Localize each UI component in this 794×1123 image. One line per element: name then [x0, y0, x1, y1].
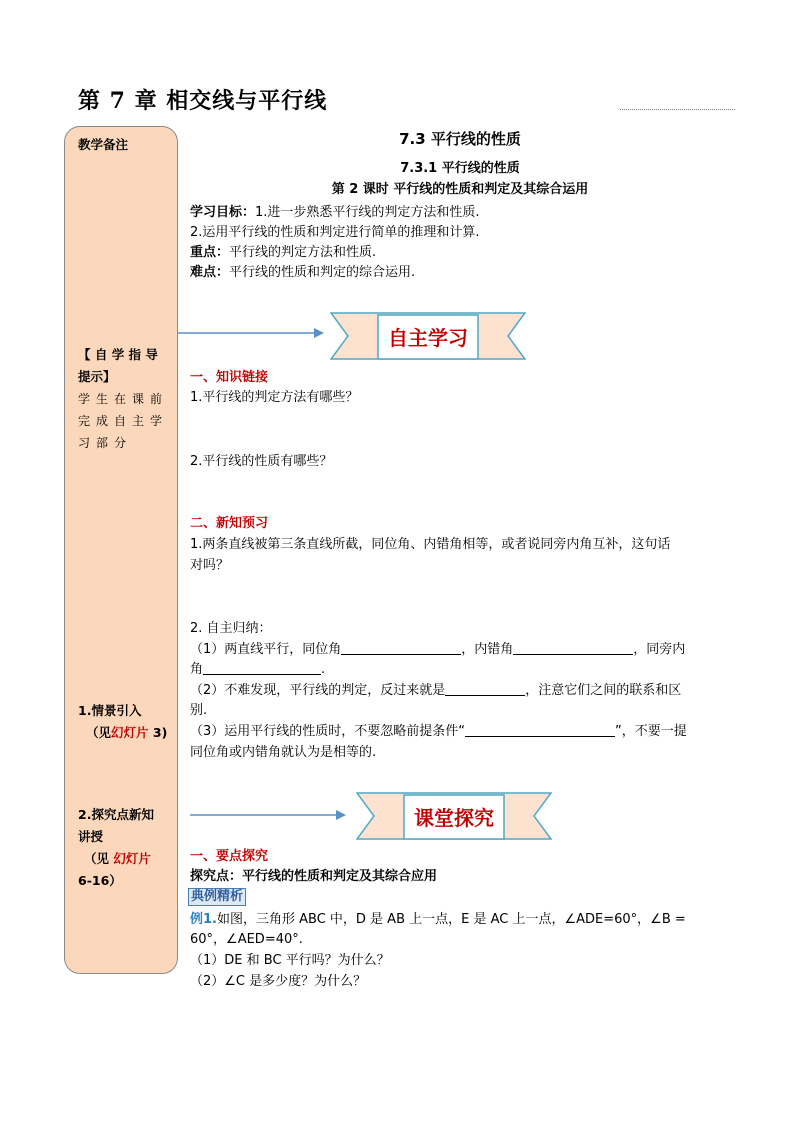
header-divider — [620, 109, 735, 110]
example-1-question-1: （1）DE 和 BC 平行吗？为什么？ — [190, 953, 390, 968]
banner-self-study-text: 自主学习 — [388, 326, 468, 350]
sidebar-hint-body-line3: 习部分 — [78, 436, 133, 450]
key-label: 重点： — [190, 245, 230, 260]
summary-1-text-d: 角 — [190, 662, 204, 677]
sidebar-item2-ref — [84, 848, 151, 870]
self-study-banner — [330, 307, 526, 365]
sidebar-item2-title-line2: 讲授 — [78, 829, 104, 844]
goals-item-1: 1.进一步熟悉平行线的判定方法和性质. — [255, 205, 480, 220]
summary-2-text-b: ，注意它们之间的联系和区 — [525, 683, 682, 698]
summary-3-text-b: ”，不要一提 — [615, 724, 687, 739]
key-point — [190, 244, 376, 262]
sidebar-hint-body-line1: 学生在课前 — [78, 392, 169, 406]
learning-goals — [190, 204, 480, 222]
sidebar-item1-ref-pre: （见 — [86, 725, 112, 740]
part1-title: 一、知识链接 — [190, 370, 269, 385]
preview-q2: 2. 自主归纳： — [190, 621, 272, 636]
difficult-point — [190, 264, 415, 282]
example-1-question-2: （2）∠C 是多少度？为什么？ — [190, 974, 367, 989]
summary-1-text-e: . — [321, 662, 326, 677]
sidebar-item1-ref — [86, 722, 167, 744]
summary-3 — [190, 723, 687, 741]
part2-title: 二、新知预习 — [190, 516, 269, 531]
goals-label: 学习目标： — [190, 205, 256, 220]
sidebar-hint-body-line2: 完成自主学 — [78, 414, 169, 428]
difficult-label: 难点： — [190, 265, 230, 280]
section-title: 7.3 平行线的性质 — [399, 130, 521, 148]
summary-1-text-a: （1）两直线平行，同位角 — [190, 642, 342, 657]
summary-3-text-a: （3）运用平行线的性质时，不要忽略前提条件“ — [190, 724, 466, 739]
banner-class-explore-text: 课堂探究 — [414, 806, 494, 830]
preview-q1-line1: 1.两条直线被第三条直线所截，同位角、内错角相等，或者说同旁内角互补，这句话 — [190, 537, 671, 552]
blank-interior-angles[interactable] — [203, 661, 321, 675]
blank-converse[interactable] — [445, 682, 525, 696]
explore-point: 探究点：平行线的性质和判定及其综合应用 — [190, 869, 438, 884]
class-explore-banner — [356, 787, 552, 845]
pointer-arrow-icon — [188, 808, 348, 822]
example-analysis-tag: 典例精析 — [188, 888, 246, 906]
sidebar-item1-title: 1.情景引入 — [78, 703, 142, 718]
example-1-line1: 如图，三角形 ABC 中，D 是 AB 上一点，E 是 AC 上一点，∠ADE=60°，∠B = — [216, 912, 686, 927]
summary-2-text-a: （2）不难发现，平行线的判定，反过来就是 — [190, 683, 446, 698]
question-1: 1.平行线的判定方法有哪些？ — [190, 390, 359, 405]
blank-alternate-angles[interactable] — [513, 641, 633, 655]
example-1-line2: 60°，∠AED=40°. — [190, 932, 303, 947]
goals-item-2: 2.运用平行线的性质和判定进行简单的推理和计算. — [190, 225, 480, 240]
summary-1-text-b: ，内错角 — [461, 642, 514, 657]
preview-q1-line2: 对吗？ — [190, 558, 230, 573]
summary-1 — [190, 641, 685, 659]
sidebar-item2-range: 6-16） — [78, 873, 122, 888]
question-2: 2.平行线的性质有哪些？ — [190, 454, 333, 469]
sidebar-hint-title-line2: 提示】 — [78, 369, 116, 384]
sidebar-hint-title-line1: 【 自 学 指 导 — [78, 347, 158, 362]
summary-1-text-c: ，同旁内 — [633, 642, 686, 657]
example-1-label: 例1. — [190, 912, 217, 927]
sidebar-notes-label: 教学备注 — [78, 137, 129, 152]
sidebar-item2-title-line1: 2.探究点新知 — [78, 807, 154, 822]
blank-corresponding-angles[interactable] — [341, 641, 461, 655]
example-1 — [190, 911, 686, 929]
sidebar-item1-slide-link: 幻灯片 — [111, 725, 149, 740]
summary-3-cont: 同位角或内错角就认为是相等的. — [190, 745, 377, 760]
blank-precondition[interactable] — [465, 723, 615, 737]
chapter-title: 第 7 章 相交线与平行线 — [78, 88, 328, 114]
sidebar-item2-slide-link: 幻灯片 — [113, 851, 151, 866]
part3-title: 一、要点探究 — [190, 849, 269, 864]
sidebar-item2-ref-pre: （见 — [84, 851, 110, 866]
lesson-title: 第 2 课时 平行线的性质和判定及其综合运用 — [331, 182, 589, 197]
key-text: 平行线的判定方法和性质. — [229, 245, 377, 260]
pointer-arrow-icon — [176, 326, 326, 340]
summary-1-cont — [190, 661, 325, 679]
summary-2-cont: 别. — [190, 703, 208, 718]
subsection-title: 7.3.1 平行线的性质 — [400, 161, 520, 176]
summary-2 — [190, 682, 681, 700]
sidebar-item1-ref-post: 3) — [148, 725, 168, 740]
difficult-text: 平行线的性质和判定的综合运用. — [229, 265, 416, 280]
